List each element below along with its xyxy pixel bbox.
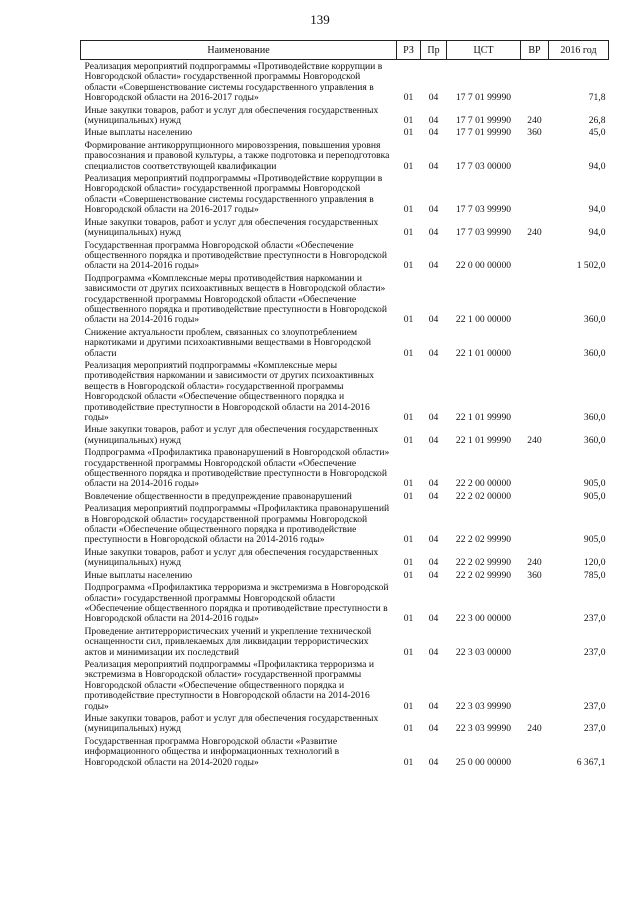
cell-pr: 04 bbox=[428, 569, 439, 581]
cell-name: Реализация мероприятий подпрограммы «Профилактика терроризма и экстремизма в Новгородской области» государственной программы Новгородской области «Обеспечение общественного порядка и противодействие преступности в Новгородской области на 2014-2016 годы» bbox=[84, 658, 374, 712]
table-header bbox=[81, 41, 609, 60]
cell-pr: 04 bbox=[428, 127, 439, 139]
cell-cst: 17 7 03 00000 bbox=[455, 160, 512, 172]
cell-amount: 905,0 bbox=[583, 478, 606, 490]
cell-amount: 360,0 bbox=[583, 412, 606, 423]
cell-pr: 04 bbox=[428, 613, 439, 625]
cell-cst: 22 3 03 99990 bbox=[455, 700, 512, 712]
cell-vr bbox=[521, 359, 549, 423]
cell-amount: 94,0 bbox=[588, 160, 606, 172]
cell-vr bbox=[521, 625, 549, 658]
cell-amount: 237,0 bbox=[583, 700, 606, 712]
cell-amount: 360,0 bbox=[583, 434, 606, 446]
cell-amount: 360,0 bbox=[583, 347, 606, 359]
table-row bbox=[81, 502, 609, 546]
cell-vr: 360 bbox=[527, 127, 542, 139]
cell-cst: 22 2 02 99990 bbox=[455, 557, 512, 569]
cell-amount: 360,0 bbox=[583, 314, 606, 326]
cell-vr bbox=[521, 735, 549, 768]
cell-rz: 01 bbox=[403, 260, 414, 272]
cell-rz: 01 bbox=[403, 557, 414, 569]
table-row bbox=[81, 239, 609, 272]
cell-vr bbox=[521, 446, 549, 490]
cell-name: Подпрограмма «Профилактика правонарушений в Новгородской области» государственной программы Новгородской области «Обеспечение общественного порядка и противодействие преступности в Новгородской области на 2014-2016 годы» bbox=[84, 447, 390, 490]
cell-cst: 22 1 00 00000 bbox=[455, 314, 512, 326]
table-row bbox=[81, 625, 609, 658]
cell-vr: 240 bbox=[527, 115, 542, 127]
cell-amount: 785,0 bbox=[583, 569, 606, 581]
cell-rz: 01 bbox=[403, 115, 414, 127]
cell-amount: 1 502,0 bbox=[576, 260, 606, 272]
table-row bbox=[81, 712, 609, 735]
cell-pr: 04 bbox=[428, 478, 439, 490]
cell-name: Реализация мероприятий подпрограммы «Профилактика правонарушений в Новгородской области» государственной программы Новгородской области «Обеспечение общественного порядка и противодействие преступности в Новгородской области на 2014-2016 годы» bbox=[84, 503, 390, 546]
table-row bbox=[81, 423, 609, 446]
header-cst: ЦСТ bbox=[447, 41, 521, 60]
cell-rz: 01 bbox=[403, 347, 414, 359]
cell-name: Проведение антитеррористических учений и укрепление технической оснащенности сил, привлекаемых для ликвидации террористических актов и минимизации их последствий bbox=[84, 625, 372, 658]
cell-amount: 71,8 bbox=[588, 92, 606, 104]
cell-rz: 01 bbox=[403, 434, 414, 446]
cell-rz: 01 bbox=[403, 613, 414, 625]
table-row bbox=[81, 735, 609, 768]
cell-rz: 01 bbox=[403, 92, 414, 104]
table-row bbox=[81, 658, 609, 712]
cell-vr bbox=[521, 658, 549, 712]
table-body bbox=[81, 60, 609, 769]
cell-name: Государственная программа Новгородской области «Обеспечение общественного порядка и противодействие преступности в Новгородской области на 2014-2016 годы» bbox=[84, 239, 387, 272]
table-row bbox=[81, 60, 609, 104]
cell-amount: 26,8 bbox=[588, 115, 606, 127]
cell-vr bbox=[521, 490, 549, 502]
cell-pr: 04 bbox=[428, 534, 439, 546]
header-rz: РЗ bbox=[397, 41, 421, 60]
cell-amount: 45,0 bbox=[588, 127, 606, 139]
cell-cst: 17 7 01 99990 bbox=[455, 92, 512, 104]
cell-amount: 94,0 bbox=[588, 227, 606, 239]
cell-pr: 04 bbox=[428, 412, 439, 423]
cell-rz: 01 bbox=[403, 314, 414, 326]
cell-pr: 04 bbox=[428, 646, 439, 658]
cell-vr bbox=[521, 239, 549, 272]
cell-name: Иные закупки товаров, работ и услуг для обеспечения государственных (муниципальных) нужд bbox=[84, 712, 379, 735]
cell-cst: 22 2 02 99990 bbox=[455, 534, 512, 546]
cell-name: Формирование антикоррупционного мировоззрения, повышения уровня правосознания и правовой культуры, а также подготовка и переподготовка специалистов соответствующей квалификации bbox=[84, 139, 390, 172]
cell-vr bbox=[521, 502, 549, 546]
cell-vr: 240 bbox=[527, 434, 542, 446]
cell-cst: 22 3 03 99990 bbox=[455, 723, 512, 735]
cell-pr: 04 bbox=[428, 314, 439, 326]
cell-vr bbox=[521, 581, 549, 625]
cell-name: Иные выплаты населению bbox=[84, 127, 193, 139]
cell-cst: 17 7 03 99990 bbox=[455, 204, 512, 216]
cell-pr: 04 bbox=[428, 160, 439, 172]
header-vr: ВР bbox=[521, 41, 549, 60]
cell-name: Реализация мероприятий подпрограммы «Комплексные меры противодействия наркомании и зависимости от других психоактивных веществ в Новгородской области» государственной программы Новгородской области «Обеспечение общественного порядка и противодействие преступности в Новгородской области на 2014-2016 годы» bbox=[84, 359, 375, 423]
table-row bbox=[81, 581, 609, 625]
cell-cst: 22 3 00 00000 bbox=[455, 613, 512, 625]
cell-rz: 01 bbox=[403, 127, 414, 139]
cell-rz: 01 bbox=[403, 756, 414, 768]
cell-amount: 905,0 bbox=[583, 534, 606, 546]
cell-cst: 25 0 00 00000 bbox=[455, 756, 512, 768]
budget-table bbox=[80, 40, 609, 768]
table-row bbox=[81, 126, 609, 138]
cell-amount: 6 367,1 bbox=[576, 756, 606, 768]
table-row bbox=[81, 490, 609, 502]
cell-pr: 04 bbox=[428, 204, 439, 216]
header-row bbox=[81, 41, 609, 60]
cell-cst: 22 1 01 00000 bbox=[455, 347, 512, 359]
cell-pr: 04 bbox=[428, 756, 439, 768]
cell-pr: 04 bbox=[428, 227, 439, 239]
cell-vr bbox=[521, 326, 549, 359]
cell-name: Подпрограмма «Профилактика терроризма и экстремизма в Новгородской области» государственной программы Новгородской области «Обеспечение общественного порядка и противодействие преступности в Новгородской области на 2014-2016 годы» bbox=[84, 582, 389, 625]
table-row bbox=[81, 569, 609, 581]
cell-rz: 01 bbox=[403, 478, 414, 490]
cell-pr: 04 bbox=[428, 557, 439, 569]
cell-name: Реализация мероприятий подпрограммы «Противодействие коррупции в Новгородской области» государственной программы Новгородской области «Совершенствование системы государственного управления в Новгородской области на 2016-2017 годы» bbox=[84, 173, 383, 216]
cell-pr: 04 bbox=[428, 92, 439, 104]
cell-rz: 01 bbox=[403, 646, 414, 658]
cell-rz: 01 bbox=[403, 204, 414, 216]
cell-rz: 01 bbox=[403, 569, 414, 581]
cell-cst: 22 1 01 99990 bbox=[455, 434, 512, 446]
table-row bbox=[81, 172, 609, 216]
header-name: Наименование bbox=[81, 41, 397, 60]
cell-pr: 04 bbox=[428, 115, 439, 127]
cell-amount: 905,0 bbox=[583, 490, 606, 502]
cell-name: Вовлечение общественности в предупреждение правонарушений bbox=[84, 490, 352, 502]
cell-name: Иные закупки товаров, работ и услуг для обеспечения государственных (муниципальных) нужд bbox=[84, 424, 379, 446]
cell-vr bbox=[521, 139, 549, 172]
cell-amount: 237,0 bbox=[583, 613, 606, 625]
cell-rz: 01 bbox=[403, 490, 414, 502]
cell-rz: 01 bbox=[403, 412, 414, 423]
cell-name: Иные закупки товаров, работ и услуг для обеспечения государственных (муниципальных) нужд bbox=[84, 546, 379, 569]
cell-pr: 04 bbox=[428, 434, 439, 446]
cell-name: Иные закупки товаров, работ и услуг для обеспечения государственных (муниципальных) нужд bbox=[84, 104, 379, 127]
cell-pr: 04 bbox=[428, 700, 439, 712]
cell-name: Иные закупки товаров, работ и услуг для обеспечения государственных (муниципальных) нужд bbox=[84, 216, 379, 239]
table-row bbox=[81, 139, 609, 172]
cell-vr bbox=[521, 60, 549, 104]
cell-name: Подпрограмма «Комплексные меры противодействия наркомании и зависимости от других психоактивных веществ в Новгородской области» государственной программы Новгородской области «Обеспечение общественного порядка и противодействие преступности в Новгородской области на 2014-2016 годы» bbox=[84, 272, 387, 326]
cell-rz: 01 bbox=[403, 534, 414, 546]
cell-cst: 17 7 01 99990 bbox=[455, 127, 512, 139]
cell-pr: 04 bbox=[428, 723, 439, 735]
cell-pr: 04 bbox=[428, 347, 439, 359]
cell-cst: 22 2 02 99990 bbox=[455, 569, 512, 581]
table-row bbox=[81, 216, 609, 239]
table-row bbox=[81, 104, 609, 127]
cell-amount: 237,0 bbox=[583, 646, 606, 658]
cell-amount: 237,0 bbox=[583, 723, 606, 735]
cell-vr bbox=[521, 172, 549, 216]
cell-cst: 17 7 01 99990 bbox=[455, 115, 512, 127]
cell-pr: 04 bbox=[428, 260, 439, 272]
page-number: 139 bbox=[310, 12, 330, 27]
header-pr: Пр bbox=[421, 41, 447, 60]
table-row bbox=[81, 546, 609, 569]
cell-cst: 22 1 01 99990 bbox=[455, 412, 512, 423]
cell-amount: 120,0 bbox=[583, 557, 606, 569]
cell-pr: 04 bbox=[428, 490, 439, 502]
cell-name: Государственная программа Новгородской области «Развитие информационного общества и информационных технологий в Новгородской области на 2014-2020 годы» bbox=[84, 735, 340, 768]
table-row bbox=[81, 272, 609, 326]
cell-vr bbox=[521, 272, 549, 326]
cell-cst: 22 0 00 00000 bbox=[455, 260, 512, 272]
cell-vr: 360 bbox=[527, 569, 542, 581]
cell-name: Реализация мероприятий подпрограммы «Противодействие коррупции в Новгородской области» государственной программы Новгородской области «Совершенствование системы государственного управления в Новгородской области на 2016-2017 годы» bbox=[84, 61, 383, 104]
cell-vr: 240 bbox=[527, 557, 542, 569]
cell-cst: 22 3 03 00000 bbox=[455, 646, 512, 658]
table-row bbox=[81, 359, 609, 423]
table-row bbox=[81, 326, 609, 359]
cell-name: Снижение актуальности проблем, связанных со злоупотреблением наркотиками и другими психоактивными веществами в Новгородской области bbox=[84, 326, 371, 359]
header-amount: 2016 год bbox=[549, 41, 609, 60]
cell-cst: 22 2 02 00000 bbox=[455, 490, 512, 502]
cell-vr: 240 bbox=[527, 227, 542, 239]
cell-amount: 94,0 bbox=[588, 204, 606, 216]
cell-rz: 01 bbox=[403, 700, 414, 712]
cell-cst: 22 2 00 00000 bbox=[455, 478, 512, 490]
cell-rz: 01 bbox=[403, 227, 414, 239]
cell-name: Иные выплаты населению bbox=[84, 569, 193, 581]
cell-vr: 240 bbox=[527, 723, 542, 735]
cell-rz: 01 bbox=[403, 723, 414, 735]
cell-rz: 01 bbox=[403, 160, 414, 172]
cell-cst: 17 7 03 99990 bbox=[455, 227, 512, 239]
table-row bbox=[81, 446, 609, 490]
